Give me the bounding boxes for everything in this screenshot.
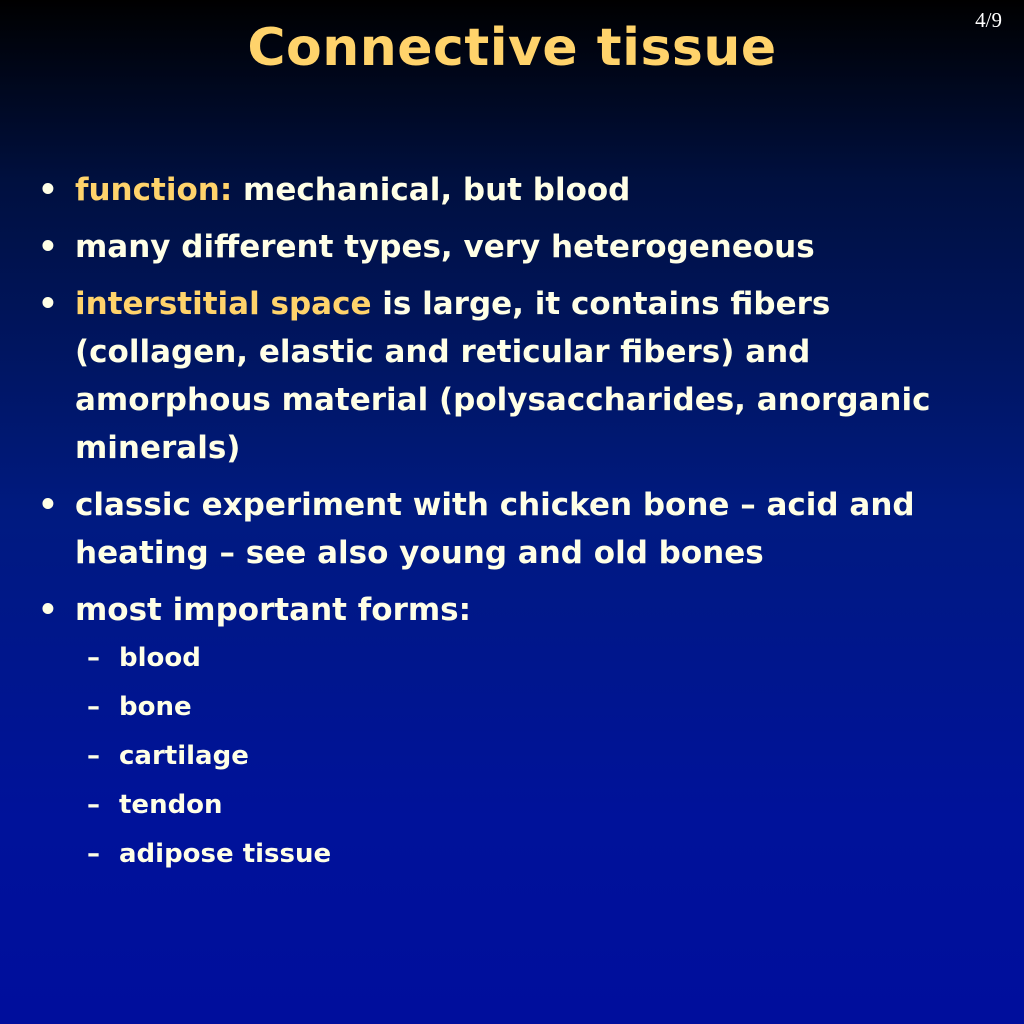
form-item-bone bbox=[75, 683, 998, 732]
page-number: 4/9 bbox=[975, 8, 1002, 32]
bullet-dot: • bbox=[38, 172, 58, 208]
bullet-text: classic experiment with chicken bone – acid and heating – see also young and old bones bbox=[75, 487, 915, 571]
form-label: blood bbox=[119, 643, 201, 673]
bullet-text: mechanical, but blood bbox=[232, 172, 631, 208]
bullet-item-types bbox=[38, 223, 998, 271]
form-item-adipose-tissue bbox=[75, 830, 998, 879]
form-item-tendon bbox=[75, 781, 998, 830]
bullet-dot: • bbox=[38, 487, 58, 523]
bullet-highlight: function: bbox=[75, 172, 233, 208]
dash-glyph: – bbox=[87, 839, 100, 869]
dash-glyph: – bbox=[87, 790, 100, 820]
bullet-text: many different types, very heterogeneous bbox=[75, 229, 815, 265]
bullet-item-function bbox=[38, 166, 998, 214]
slide-title: Connective tissue bbox=[247, 18, 777, 78]
bullet-list bbox=[38, 166, 998, 888]
form-label: tendon bbox=[119, 790, 223, 820]
form-label: bone bbox=[119, 692, 192, 722]
bullet-highlight: interstitial space bbox=[75, 286, 372, 322]
forms-sublist bbox=[75, 634, 998, 879]
bullet-dot: • bbox=[38, 229, 58, 265]
form-label: adipose tissue bbox=[119, 839, 332, 869]
bullet-text: most important forms: bbox=[75, 592, 472, 628]
dash-glyph: – bbox=[87, 643, 100, 673]
bullet-dot: • bbox=[38, 286, 58, 322]
bullet-item-experiment bbox=[38, 481, 998, 577]
bullet-dot: • bbox=[38, 592, 58, 628]
form-item-cartilage bbox=[75, 732, 998, 781]
bullet-text: is large, it contains fibers (collagen, elastic and reticular fibers) and amorphous material (polysaccharides, anorganic minerals) bbox=[75, 286, 931, 466]
form-label: cartilage bbox=[119, 741, 249, 771]
bullet-item-interstitial-space bbox=[38, 280, 998, 472]
bullet-item-forms bbox=[38, 586, 998, 879]
dash-glyph: – bbox=[87, 692, 100, 722]
form-item-blood bbox=[75, 634, 998, 683]
dash-glyph: – bbox=[87, 741, 100, 771]
